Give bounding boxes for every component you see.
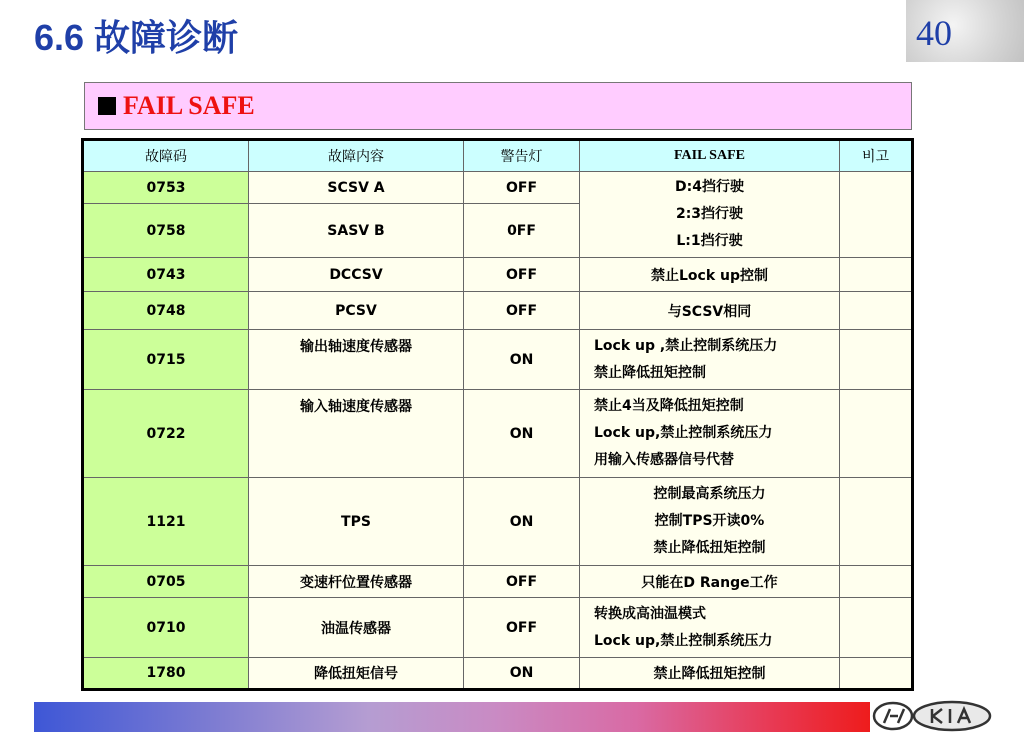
table-row [83,598,913,658]
fault-content: 变速杆位置传感器 [249,566,464,598]
fail-safe-cell [580,172,840,258]
fault-code: 0715 [83,330,249,390]
remark-cell [840,566,913,598]
kia-logo-oval [914,702,990,730]
remark-cell [840,390,913,478]
table-row [83,292,913,330]
fault-content: SCSV A [249,172,464,204]
fail-safe-cell: 与SCSV相同 [580,292,840,330]
warning-lamp: 0FF [464,204,580,258]
table-row [83,172,913,204]
remark-cell [840,658,913,690]
fail-safe-line: 控制最高系统压力 [653,486,766,502]
fault-content: 输入轴速度传感器 [249,390,464,478]
remark-cell [840,598,913,658]
fault-code: 0743 [83,258,249,292]
warning-lamp: OFF [464,172,580,204]
fault-code: 0748 [83,292,249,330]
warning-lamp: ON [464,478,580,566]
fail-safe-line: 禁止降低扭矩控制 [653,540,766,556]
fail-safe-cell: 禁止降低扭矩控制 [580,658,840,690]
warning-lamp: ON [464,330,580,390]
fail-safe-banner [84,82,912,130]
fault-code: 0722 [83,390,249,478]
black-square-icon [98,97,116,115]
fault-code: 0753 [83,172,249,204]
header-code: 故障码 [83,140,249,172]
fail-safe-cell [580,478,840,566]
warning-lamp: ON [464,390,580,478]
warning-lamp: OFF [464,292,580,330]
warning-lamp: OFF [464,258,580,292]
fault-content: 油温传感器 [249,598,464,658]
fault-code: 0710 [83,598,249,658]
banner-title: FAIL SAFE [123,91,255,120]
fail-safe-line: 用输入传感器信号代替 [594,452,734,468]
fault-content: SASV B [249,204,464,258]
fail-safe-cell [580,330,840,390]
header-lamp: 警告灯 [464,140,580,172]
fail-safe-line: D:4挡行驶 [675,179,744,195]
fault-content: 降低扭矩信号 [249,658,464,690]
fail-safe-cell [580,598,840,658]
table-row [83,566,913,598]
fault-code: 1121 [83,478,249,566]
page-number-box [906,0,1024,62]
table-row [83,330,913,390]
fail-safe-cell: 禁止Lock up控制 [580,258,840,292]
remark-cell [840,258,913,292]
fail-safe-line: Lock up,禁止控制系统压力 [594,632,773,649]
warning-lamp: OFF [464,566,580,598]
remark-cell [840,172,913,258]
header-fail-safe: FAIL SAFE [580,140,840,172]
remark-cell [840,330,913,390]
fault-code: 0758 [83,204,249,258]
fail-safe-line: 禁止4当及降低扭矩控制 [594,398,744,414]
page-title: 6.6 故障诊断 [34,17,239,58]
table-row [83,478,913,566]
remark-cell [840,292,913,330]
fault-code: 0705 [83,566,249,598]
fail-safe-line: Lock up,禁止控制系统压力 [594,425,773,441]
table-row [83,258,913,292]
fail-safe-cell [580,390,840,478]
fail-safe-cell: 只能在D Range工作 [580,566,840,598]
page-number: 40 [916,13,952,53]
fault-content: 输出轴速度传感器 [249,330,464,390]
fail-safe-line: L:1挡行驶 [676,233,743,249]
hyundai-logo-mark [884,709,904,723]
fail-safe-line: 禁止降低扭矩控制 [594,364,706,381]
fail-safe-line: 转换成高油温模式 [594,605,706,622]
footer-gradient-bar [34,702,870,732]
fail-safe-line: Lock up ,禁止控制系统压力 [594,337,778,354]
header-content: 故障内容 [249,140,464,172]
fail-safe-line: 2:3挡行驶 [675,206,744,222]
fault-content: DCCSV [249,258,464,292]
table-row [83,658,913,690]
header-remark: 비고 [840,140,913,172]
warning-lamp: OFF [464,598,580,658]
table-header-row [83,140,913,172]
fault-code: 1780 [83,658,249,690]
warning-lamp: ON [464,658,580,690]
fault-table [81,138,914,691]
hyundai-kia-logo [872,699,994,733]
fault-content: PCSV [249,292,464,330]
remark-cell [840,478,913,566]
fault-content: TPS [249,478,464,566]
table-row [83,390,913,478]
fail-safe-line: 控制TPS开读0% [654,513,765,529]
